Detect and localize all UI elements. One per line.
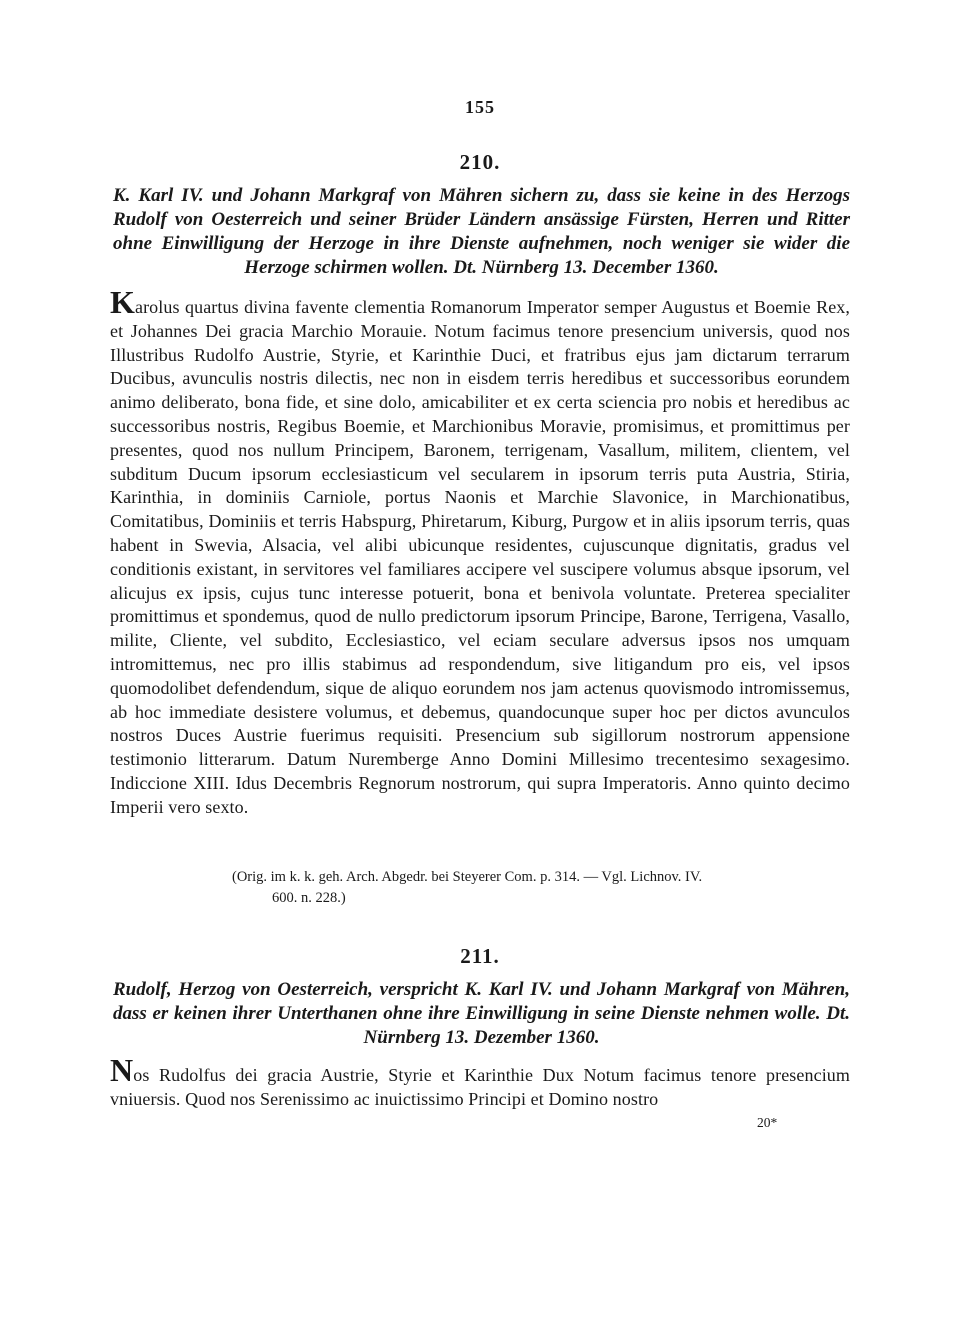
document-body [110,284,850,820]
document-number: 210. [459,150,501,174]
document-number: 211. [460,944,500,968]
document-text: arolus quartus divina favente clementia Romanorum Imperator semper Augustus et Boemie Rex, et Johannes Dei gracia Marchio Morauie. Notum facimus tenore presencium universis, quod nos Illustribus Rudolfo Austrie, Styrie, et Karinthie Duci, et fratribus ejus jam dictarum terrarum Ducibus, avunculis nostris dilectis, nec non in eisdem terris heredibus et successoribus eorundem animo deliberato, bona fide, et sine dolo, amicabiliter et ex certa sciencia pro nobis et heredibus ac successoribus nostris, Regibus Boemie, et Marchionibus Moravie, promisimus, et promittimus per presentes, quod nos nullum Principem, Baronem, terrigenam, Vasallum, militem, clientem, vel subditum Ducum ipsorum ecclesiasticum vel secularem in ipsorum terris puta Austria, Stiria, Karinthia, in dominiis Carniole, portus Naonis et Marchie Slavonice, in Marchionatibus, Comitatibus, Dominiis et terris Habspurg, Phiretarum, Kiburg, Purgow et in aliis ipsorum terris, quas habent in Swevia, Alsacia, vel alibi ubicunque residentes, cujuscunque dignitatis, gradus vel conditionis existant, in servitores vel familiares accipere vel suscipere volumus absque ipsorum, vel alicujus ex ipsis, cujus tunc interesse potuerit, bona et benivola voluntate. Preterea specialiter promittimus et spondemus, quod de nullo predictorum ipsorum Principe, Barone, Terrigena, Vasallo, milite, Cliente, vel subdito, Ecclesiastico, vel eciam seculare adversus ipsos nos umquam intromittemus, nec pro illis stabimus ad respondendum, sive litigandum pro eis, vel ipsos quomodolibet defendendum, sique de aliquo eorundem nos jam actenus quovismodo intromissemus, ab hoc immediate desistere volumus, et debemus, quandocunque super hoc per dictos avunculos nostros Duces Austrie fuerimus requisiti. Presencium sub sigillorum nostrorum appensione testimonio litterarum. Datum Nuremberge Anno Domini Millesimo trecentesimo sexagesimo. Indiccione XIII. Idus Decembris Regnorum nostrorum, qui supra Imperatoris. Anno quinto decimo Imperii vero sexto. [110,297,850,817]
drop-capital: N [110,1052,134,1088]
citation-line: (Orig. im k. k. geh. Arch. Abgedr. bei Steyerer Com. p. 314. — Vgl. Lichnov. IV. [232,869,703,885]
page-number: 155 [465,97,495,117]
source-citation [232,867,850,909]
signature-mark: 20* [757,1115,778,1130]
citation-line: 600. n. 228.) [272,890,346,906]
document-summary: K. Karl IV. und Johann Markgraf von Mähren sichern zu, dass sie keine in des Herzogs Rudolf von Oesterreich und seiner Brüder Ländern ansässige Fürsten, Herren und Ritter ohne Einwilligung der Herzoge in ihre Dienste aufnehmen, noch weniger sie wider die Herzoge schirmen wollen. Dt. Nürnberg 13. December 1360. [113,185,850,278]
document-body [110,1052,850,1112]
drop-capital: K [110,284,135,320]
document-text: os Rudolfus dei gracia Austrie, Styrie et Karinthie Dux Notum facimus tenore presencium vniuersis. Quod nos Serenissimo ac inuictissimo Principi et Domino nostro [110,1065,850,1109]
document-summary: Rudolf, Herzog von Oesterreich, verspricht K. Karl IV. und Johann Markgraf von Mähren, dass er keinen ihrer Unterthanen ohne ihre Einwilligung in seine Dienste nehmen wolle. Dt. Nürnberg 13. Dezember 1360. [113,979,850,1048]
